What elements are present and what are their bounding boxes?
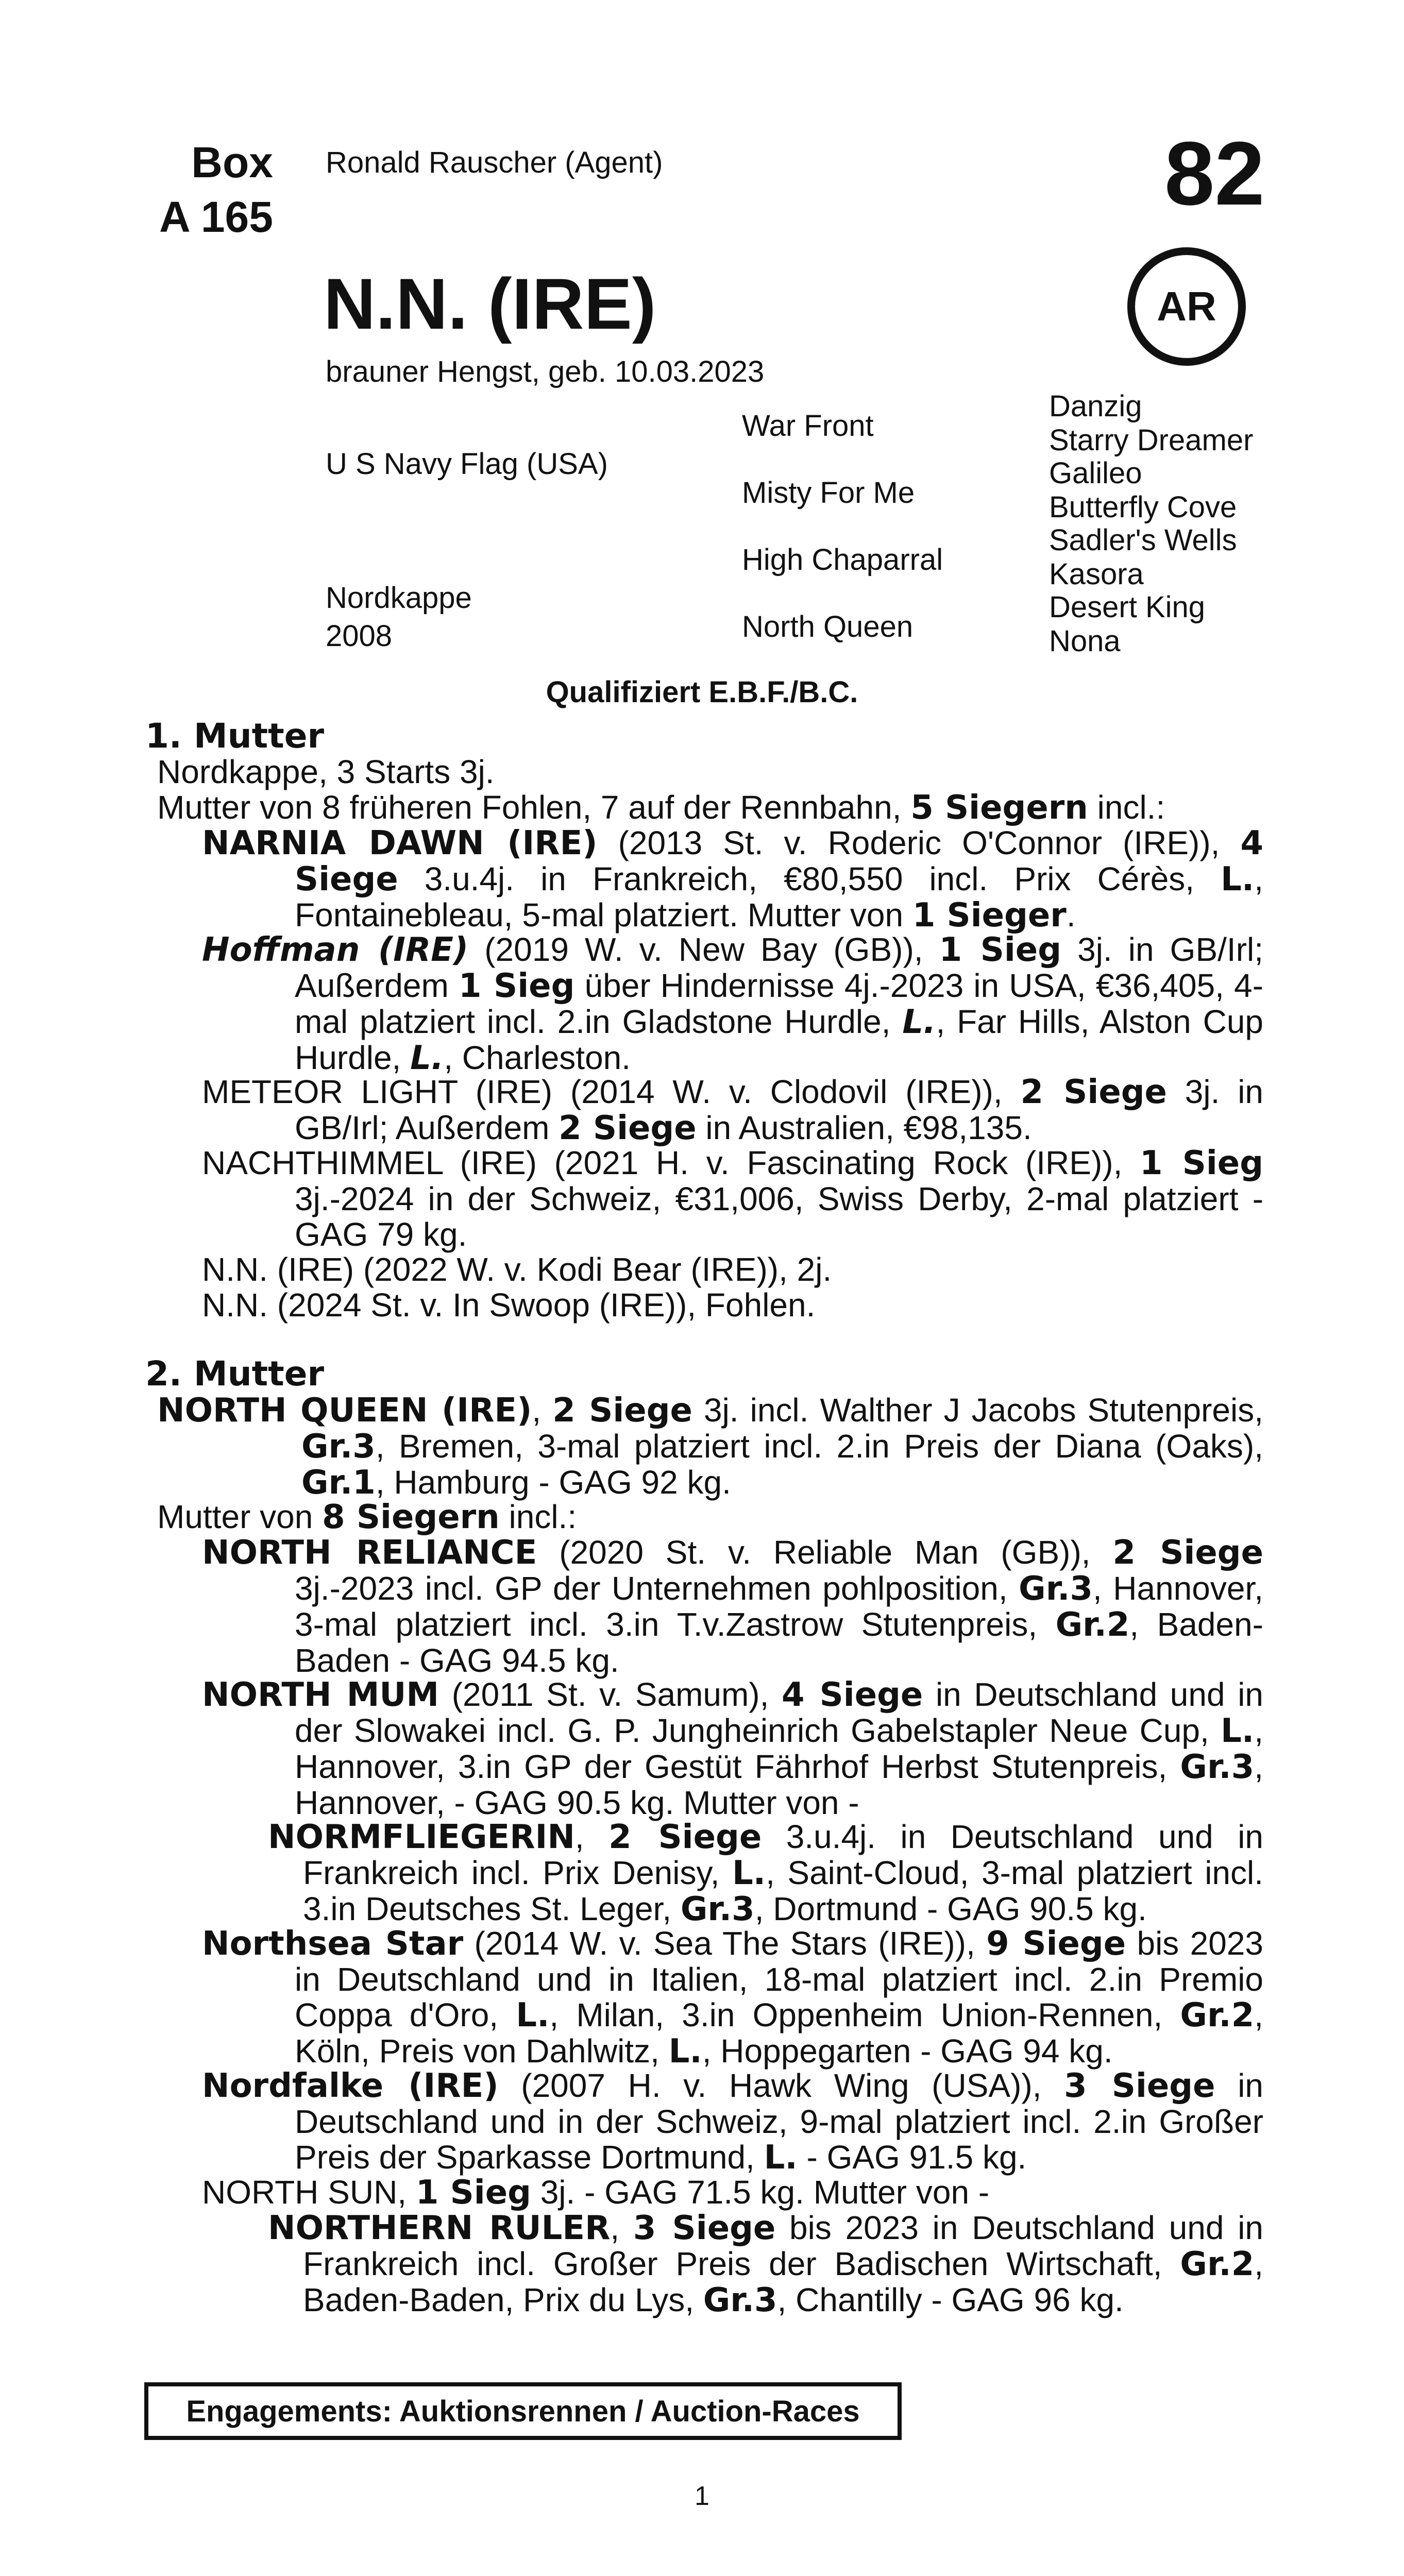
pedigree-great-grandparent: Galileo	[1049, 456, 1142, 490]
offspring-entry: METEOR LIGHT (IRE) (2014 W. v. Clodovil (IRE)), 2 Siege 3j. in GB/Irl; Außerdem 2 Siege in Australien, €98,135.	[202, 1073, 1264, 1147]
second-dam-produce-summary: Mutter von 8 Siegern incl.:	[157, 1498, 577, 1536]
offspring-entry: NORTH SUN, 1 Sieg 3j. - GAG 71.5 kg. Mutter von -	[202, 2174, 990, 2212]
pedigree-great-grandparent: Desert King	[1049, 590, 1206, 624]
pedigree-great-grandparent: Butterfly Cove	[1049, 490, 1237, 524]
qualification-note: Qualifiziert E.B.F./B.C.	[546, 675, 858, 709]
grand-offspring-entry: NORTHERN RULER, 3 Siege bis 2023 in Deutschland und in Frankreich incl. Großer Preis der Badischen Wirtschaft, Gr.2, Baden-Baden, Prix du Lys, Gr.3, Chantilly - GAG 96 kg.	[268, 2209, 1263, 2319]
offspring-entry: NORTH MUM (2011 St. v. Samum), 4 Siege in Deutschland und in der Slowakei incl. G. P. Jungheinrich Gabelstapler Neue Cup, L., Hannover, 3.in GP der Gestüt Fährhof Herbst Stutenpreis, Gr.3, Hannover, - GAG 90.5 kg. Mutter von -	[202, 1676, 1263, 1821]
box-line-2: A 165	[159, 193, 273, 241]
pedigree-grandparent: High Chaparral	[742, 543, 943, 577]
second-dam-title: 2. Mutter	[145, 1354, 325, 1394]
pedigree-great-grandparent: Sadler's Wells	[1049, 523, 1237, 557]
pedigree-grandparent: North Queen	[742, 610, 914, 643]
offspring-entry: Hoffman (IRE) (2019 W. v. New Bay (GB)), 1 Sieg 3j. in GB/Irl; Außerdem 1 Sieg über Hindernisse 4j.-2023 in USA, €36,405, 4-mal platziert incl. 2.in Gladstone Hurdle, L., Far Hills, Alston Cup Hurdle, L., Charleston.	[202, 931, 1264, 1077]
page-number: 1	[695, 2481, 709, 2511]
second-dam-entry: NORTH QUEEN (IRE), 2 Siege 3j. incl. Walther J Jacobs Stutenpreis, Gr.3, Bremen, 3-mal platziert incl. 2.in Preis der Diana (Oaks), Gr.1, Hamburg - GAG 92 kg.	[157, 1392, 1264, 1502]
first-dam-produce-summary: Mutter von 8 früheren Fohlen, 7 auf der Rennbahn, 5 Siegern incl.:	[157, 789, 1165, 827]
horse-description: brauner Hengst, geb. 10.03.2023	[326, 355, 765, 388]
grand-offspring-entry: NORMFLIEGERIN, 2 Siege 3.u.4j. in Deutschland und in Frankreich incl. Prix Denisy, L., Saint-Cloud, 3-mal platziert incl. 3.in Deutsches St. Leger, Gr.3, Dortmund - GAG 90.5 kg.	[268, 1818, 1264, 1928]
engagements-box	[144, 2382, 902, 2440]
ar-badge-label: AR	[1157, 283, 1216, 329]
pedigree-great-grandparent: Kasora	[1049, 557, 1144, 591]
box-line-1: Box	[191, 138, 273, 187]
offspring-entry: NACHTHIMMEL (IRE) (2021 H. v. Fascinating Rock (IRE)), 1 Sieg 3j.-2024 in der Schweiz, €31,006, Swiss Derby, 2-mal platziert - GAG 79 kg.	[202, 1144, 1264, 1253]
offspring-entry: NARNIA DAWN (IRE) (2013 St. v. Roderic O'Connor (IRE)), 4 Siege 3.u.4j. in Frankreich, €80,550 incl. Prix Cérès, L., Fontainebleau, 5-mal platziert. Mutter von 1 Sieger.	[202, 824, 1264, 935]
catalogue-number: 82	[1164, 124, 1265, 224]
offspring-entry: Nordfalke (IRE) (2007 H. v. Hawk Wing (USA)), 3 Siege in Deutschland und in der Schweiz, 9-mal platziert incl. 2.in Großer Preis der Sparkasse Dortmund, L. - GAG 91.5 kg.	[202, 2067, 1264, 2177]
pedigree-dam: Nordkappe	[326, 581, 472, 615]
pedigree-grandparent: War Front	[742, 409, 874, 443]
horse-name: N.N. (IRE)	[324, 263, 656, 344]
engagements-label: Engagements: Auktionsrennen / Auction-Races	[186, 2394, 860, 2428]
offspring-entry: N.N. (IRE) (2022 W. v. Kodi Bear (IRE)), 2j.	[202, 1251, 832, 1288]
box-label	[144, 135, 273, 244]
offspring-entry: Northsea Star (2014 W. v. Sea The Stars (IRE)), 9 Siege bis 2023 in Deutschland und in Italien, 18-mal platziert incl. 2.in Premio Coppa d'Oro, L., Milan, 3.in Oppenheim Union-Rennen, Gr.2, Köln, Preis von Dahlwitz, L., Hoppegarten - GAG 94 kg.	[202, 1925, 1264, 2071]
pedigree-great-grandparent: Nona	[1049, 624, 1121, 658]
pedigree-dam-year: 2008	[326, 619, 393, 653]
ar-badge	[1127, 247, 1246, 366]
pedigree-grandparent: Misty For Me	[742, 476, 915, 510]
pedigree-great-grandparent: Danzig	[1049, 389, 1142, 423]
pedigree-sire: U S Navy Flag (USA)	[326, 447, 608, 481]
first-dam-title: 1. Mutter	[145, 716, 325, 756]
agent: Ronald Rauscher (Agent)	[326, 146, 663, 179]
pedigree-great-grandparent: Starry Dreamer	[1049, 423, 1254, 457]
offspring-entry: NORTH RELIANCE (2020 St. v. Reliable Man (GB)), 2 Siege 3j.-2023 incl. GP der Unternehmen pohlposition, Gr.3, Hannover, 3-mal platziert incl. 3.in T.v.Zastrow Stutenpreis, Gr.2, Baden-Baden - GAG 94.5 kg.	[202, 1534, 1264, 1679]
first-dam-summary: Nordkappe, 3 Starts 3j.	[157, 753, 495, 790]
offspring-entry: N.N. (2024 St. v. In Swoop (IRE)), Fohlen.	[202, 1286, 816, 1324]
